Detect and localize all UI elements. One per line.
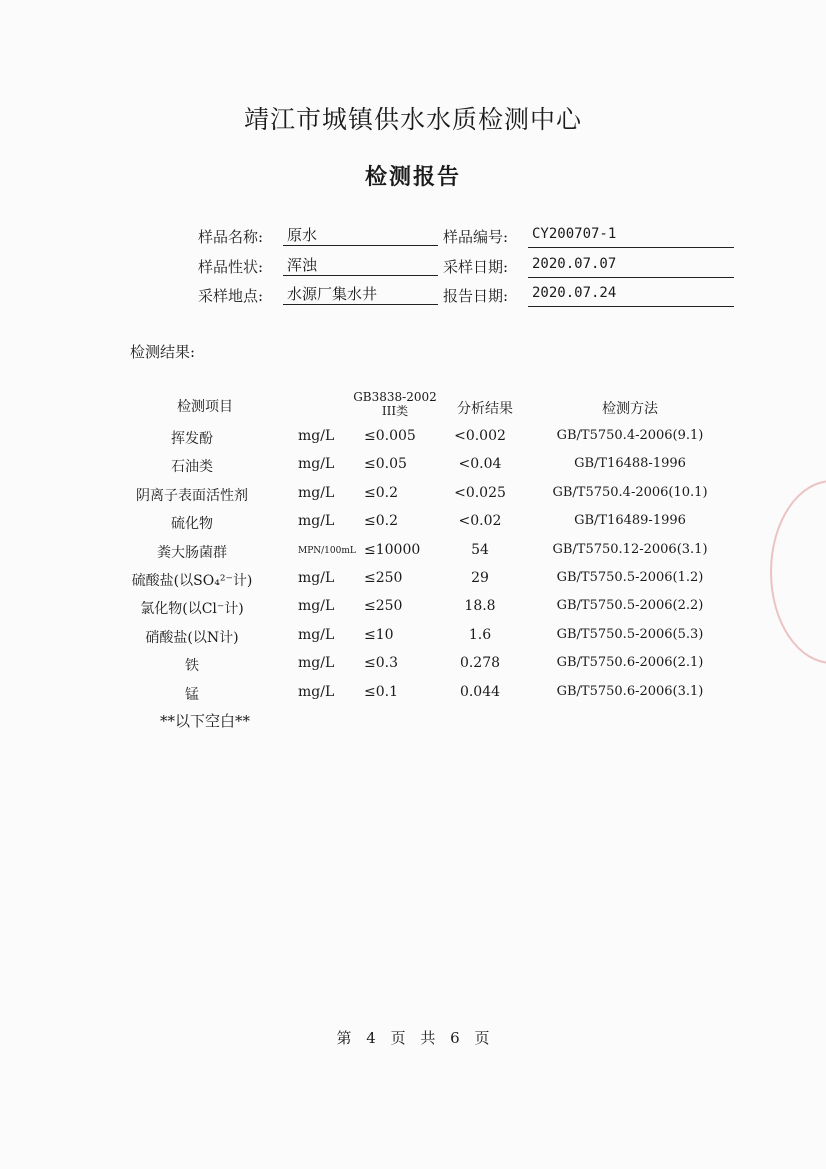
- sampling-site-label: 采样地点:: [198, 287, 264, 305]
- header-item: 检测项目: [177, 399, 233, 415]
- row-5-result: 54: [471, 542, 489, 558]
- row-3-result: <0.025: [454, 485, 506, 501]
- sample-no-label: 样品编号:: [443, 228, 509, 246]
- row-4-method: GB/T16489-1996: [574, 513, 686, 528]
- row-10-unit: mg/L: [298, 684, 335, 700]
- row-2-result: <0.04: [458, 456, 502, 472]
- row-8-method: GB/T5750.5-2006(5.3): [556, 627, 704, 642]
- row-10-item: 锰: [185, 687, 199, 703]
- row-9-std: ≤0.3: [364, 655, 398, 671]
- org-title: 靖江市城镇供水水质检测中心: [243, 105, 582, 134]
- row-9-item: 铁: [185, 658, 199, 674]
- sample-state-value: 浑浊: [283, 254, 438, 276]
- red-seal: [770, 480, 826, 664]
- row-10-method: GB/T5750.6-2006(3.1): [556, 684, 704, 699]
- blank-note: **以下空白**: [160, 712, 251, 730]
- results-label: 检测结果:: [130, 343, 196, 361]
- row-7-std: ≤250: [364, 598, 403, 614]
- row-9-unit: mg/L: [298, 655, 335, 671]
- info-row-1: [0, 226, 826, 250]
- row-8-item: 硝酸盐(以N计): [145, 630, 239, 646]
- row-7-unit: mg/L: [298, 598, 335, 614]
- header-result: 分析结果: [457, 401, 513, 417]
- sample-state-label: 样品性状:: [198, 258, 264, 276]
- row-8-unit: mg/L: [298, 627, 335, 643]
- row-8-result: 1.6: [468, 627, 492, 643]
- row-3-unit: mg/L: [298, 485, 335, 501]
- row-10-std: ≤0.1: [364, 684, 398, 700]
- row-10-result: 0.044: [459, 684, 501, 700]
- row-2-unit: mg/L: [298, 456, 335, 472]
- row-1-unit: mg/L: [298, 428, 335, 444]
- row-1-method: GB/T5750.4-2006(9.1): [556, 428, 704, 443]
- row-2-item: 石油类: [171, 459, 213, 475]
- row-6-std: ≤250: [364, 570, 403, 586]
- row-5-item: 粪大肠菌群: [157, 545, 227, 561]
- row-5-method: GB/T5750.12-2006(3.1): [552, 542, 708, 557]
- header-standard-line2: III类: [381, 404, 409, 418]
- row-6-item: 硫酸盐(以SO₄²⁻计): [131, 573, 253, 589]
- report-title: 检测报告: [364, 164, 461, 190]
- row-1-result: <0.002: [454, 428, 506, 444]
- row-7-item: 氯化物(以Cl⁻计): [140, 601, 244, 617]
- row-9-result: 0.278: [459, 655, 501, 671]
- row-1-std: ≤0.005: [364, 428, 416, 444]
- header-standard: [350, 390, 440, 418]
- row-2-std: ≤0.05: [364, 456, 407, 472]
- header-method: 检测方法: [602, 401, 658, 417]
- row-4-item: 硫化物: [171, 516, 213, 532]
- row-3-std: ≤0.2: [364, 485, 398, 501]
- sampling-date-label: 采样日期:: [443, 258, 509, 276]
- row-7-result: 18.8: [464, 598, 496, 614]
- row-3-method: GB/T5750.4-2006(10.1): [552, 485, 708, 500]
- row-7-method: GB/T5750.5-2006(2.2): [556, 598, 704, 613]
- sample-name-label: 样品名称:: [198, 228, 264, 246]
- info-row-3: [0, 285, 826, 309]
- row-3-item: 阴离子表面活性剂: [136, 488, 248, 504]
- row-5-unit: MPN/100mL: [298, 546, 356, 556]
- row-4-result: <0.02: [458, 513, 502, 529]
- sampling-site-value: 水源厂集水井: [283, 283, 438, 305]
- row-2-method: GB/T16488-1996: [574, 456, 686, 471]
- sample-no-value: CY200707-1: [528, 226, 734, 248]
- info-row-2: [0, 256, 826, 280]
- sampling-date-value: 2020.07.07: [528, 256, 734, 278]
- report-date-value: 2020.07.24: [528, 285, 734, 307]
- header-standard-line1: GB3838-2002: [353, 390, 437, 404]
- page-footer: 第 4 页 共 6 页: [336, 1029, 490, 1047]
- row-6-method: GB/T5750.5-2006(1.2): [556, 570, 704, 585]
- row-8-std: ≤10: [364, 627, 394, 643]
- sample-name-value: 原水: [283, 224, 438, 246]
- row-9-method: GB/T5750.6-2006(2.1): [556, 655, 704, 670]
- row-4-std: ≤0.2: [364, 513, 398, 529]
- row-6-unit: mg/L: [298, 570, 335, 586]
- report-date-label: 报告日期:: [443, 287, 509, 305]
- row-5-std: ≤10000: [364, 542, 421, 558]
- row-4-unit: mg/L: [298, 513, 335, 529]
- row-6-result: 29: [471, 570, 489, 586]
- row-1-item: 挥发酚: [171, 431, 213, 447]
